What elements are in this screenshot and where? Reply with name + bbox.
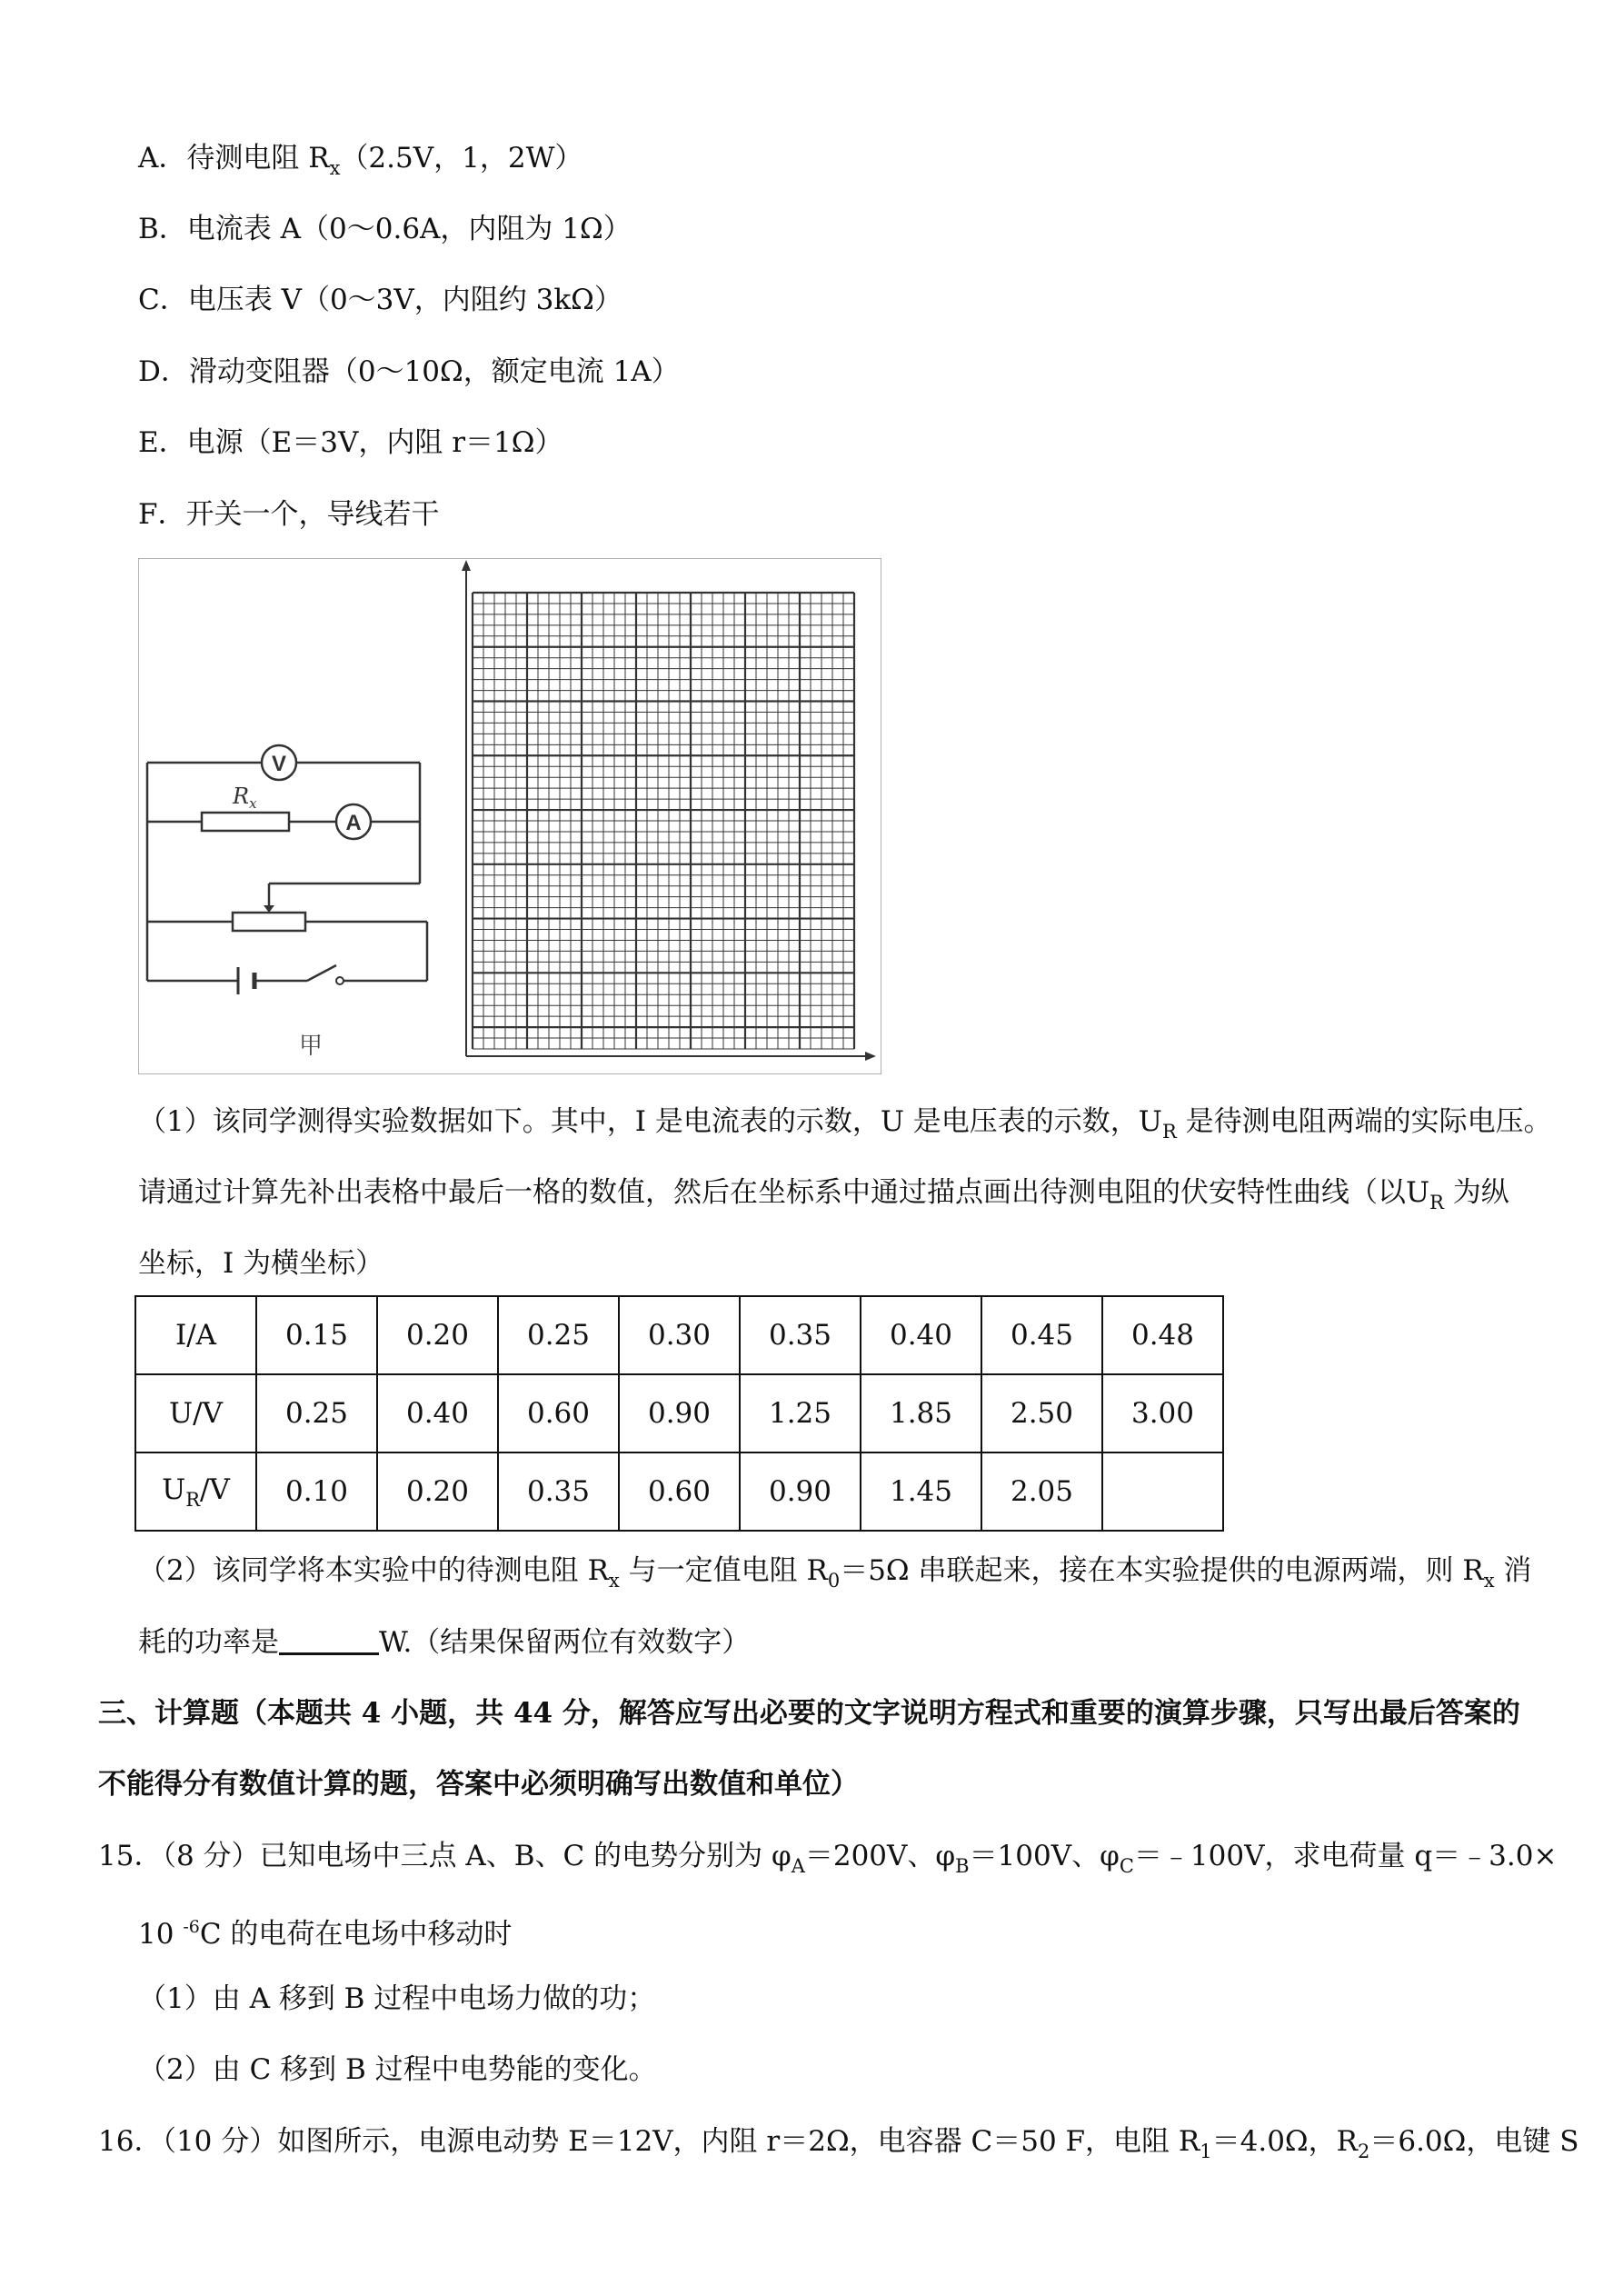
option-a-sub: x	[329, 157, 341, 179]
table-cell: 0.40	[861, 1296, 981, 1374]
q2-text-c: ＝5Ω 串联起来，接在本实验提供的电源两端，则 R	[840, 1554, 1484, 1587]
voltmeter-symbol: V	[271, 752, 287, 776]
option-a-text: A．待测电阻 R	[138, 142, 330, 175]
table-row	[135, 1374, 1223, 1452]
q15-part1	[138, 1981, 655, 2017]
option-f	[138, 496, 440, 533]
table-cell: 0.20	[377, 1452, 498, 1531]
table-cell: 0.25	[498, 1296, 619, 1374]
q1-line1	[138, 1103, 1552, 1150]
table-cell: 0.45	[981, 1296, 1102, 1374]
row-label-ur-main: U	[162, 1472, 186, 1506]
q2-line1	[138, 1552, 1531, 1599]
q2-sub3: x	[1483, 1570, 1495, 1592]
resistor-label: $R_x$	[233, 784, 257, 812]
table-cell: 0.60	[498, 1374, 619, 1452]
q15-line1	[98, 1838, 1557, 1884]
table-cell: 0.90	[740, 1452, 861, 1531]
q1-line2-text-a: 请通过计算先补出表格中最后一格的数值，然后在坐标系中通过描点画出待测电阻的伏安特性曲线（以U	[138, 1176, 1430, 1209]
table-cell: 0.20	[377, 1296, 498, 1374]
row-label-ur-sub: R	[185, 1488, 201, 1511]
row-label-ur-post: /V	[200, 1472, 230, 1506]
q2-text-b: 与一定值电阻 R	[619, 1554, 828, 1587]
q16-text-c: ＝6.0Ω，电键 S	[1369, 2125, 1579, 2158]
q15-part2	[138, 2051, 657, 2088]
table-cell-blank	[1102, 1452, 1223, 1531]
table-cell: 3.00	[1102, 1374, 1223, 1452]
section3-text-2: 不能得分有数值计算的题，答案中必须明确写出数值和单位）	[98, 1768, 859, 1801]
table-cell: 1.25	[740, 1374, 861, 1452]
option-c-text: C．电压表 V（0～3V，内阻约 3kΩ）	[138, 284, 622, 316]
table-cell: 0.30	[619, 1296, 740, 1374]
option-a-post: （2.5V，1，2W）	[340, 142, 583, 175]
option-d	[138, 354, 680, 390]
q1-text-a: （1）该同学测得实验数据如下。其中，I 是电流表的示数，U 是电压表的示数，U	[138, 1105, 1162, 1138]
circuit-label: 甲	[298, 1033, 324, 1060]
q2-line2	[138, 1624, 750, 1661]
section3-heading-line2	[98, 1766, 859, 1802]
q2-line2-text-b: W.（结果保留两位有效数字）	[379, 1626, 751, 1659]
q1-line2	[138, 1174, 1509, 1221]
table-row	[135, 1296, 1223, 1374]
q15-line2	[138, 1909, 512, 1952]
table-cell: 0.40	[377, 1374, 498, 1452]
option-e-text: E．电源（E＝3V，内阻 r＝1Ω）	[138, 426, 563, 459]
q15-part2-text: （2）由 C 移到 B 过程中电势能的变化。	[138, 2053, 657, 2086]
q1-line2-sub: R	[1429, 1192, 1444, 1213]
q15-part1-text: （1）由 A 移到 B 过程中电场力做的功；	[138, 1982, 656, 2015]
table-cell: 0.90	[619, 1374, 740, 1452]
experiment-figure	[138, 558, 881, 1074]
row-label-i: I/A	[135, 1296, 256, 1374]
q15-sub-a: A	[791, 1855, 805, 1877]
q2-text-a: （2）该同学将本实验中的待测电阻 R	[138, 1554, 609, 1587]
q15-text-d: ＝﹣100V，求电荷量 q＝﹣3.0×	[1133, 1840, 1558, 1872]
option-d-text: D．滑动变阻器（0～10Ω，额定电流 1A）	[138, 355, 680, 388]
q2-sub2: 0	[827, 1570, 841, 1592]
option-e	[138, 424, 563, 461]
q16-sub1: 1	[1200, 2141, 1212, 2162]
q16-text-b: ＝4.0Ω，R	[1211, 2125, 1358, 2158]
table-cell: 0.15	[256, 1296, 377, 1374]
table-cell: 1.85	[861, 1374, 981, 1452]
table-cell: 0.10	[256, 1452, 377, 1531]
rheostat	[233, 913, 305, 931]
table-cell: 1.45	[861, 1452, 981, 1531]
q16-sub2: 2	[1357, 2141, 1370, 2162]
table-cell: 0.60	[619, 1452, 740, 1531]
q15-sub-c: C	[1119, 1855, 1134, 1877]
q1-line3-text: 坐标，I 为横坐标）	[138, 1247, 384, 1280]
option-f-text: F．开关一个，导线若干	[138, 498, 440, 531]
resistor-rx	[202, 813, 289, 831]
q15-text-c: ＝100V、φ	[969, 1840, 1120, 1872]
row-label-u: U/V	[135, 1374, 256, 1452]
table-cell: 0.48	[1102, 1296, 1223, 1374]
q16-text-a: 16．（10 分）如图所示，电源电动势 E＝12V，内阻 r＝2Ω，电容器 C＝50 F，电阻 R	[98, 2125, 1200, 2158]
table-cell: 0.35	[740, 1296, 861, 1374]
q15-line2-sup: -6	[183, 1917, 200, 1937]
q15-text-a: 15．（8 分）已知电场中三点 A、B、C 的电势分别为 φ	[98, 1840, 792, 1872]
q1-line2-text-b: 为纵	[1443, 1176, 1509, 1209]
data-table	[134, 1295, 1224, 1532]
q15-line2-a: 10	[138, 1918, 184, 1951]
ammeter-symbol: A	[345, 811, 362, 835]
table-cell: 2.50	[981, 1374, 1102, 1452]
q1-text-b: 是待测电阻两端的实际电压。	[1176, 1105, 1552, 1138]
q2-sub1: x	[608, 1570, 620, 1592]
table-cell: 0.25	[256, 1374, 377, 1452]
q15-sub-b: B	[955, 1855, 970, 1877]
option-a	[138, 140, 582, 186]
table-cell: 0.35	[498, 1452, 619, 1531]
option-b-text: B．电流表 A（0～0.6A，内阻为 1Ω）	[138, 213, 632, 245]
row-label-ur	[135, 1452, 256, 1531]
q1-sub: R	[1161, 1121, 1177, 1143]
q2-text-d: 消	[1494, 1554, 1532, 1587]
table-row	[135, 1452, 1223, 1531]
q1-line3	[138, 1245, 383, 1282]
switch-contact	[336, 977, 344, 984]
option-c	[138, 282, 622, 318]
q15-text-b: ＝200V、φ	[804, 1840, 956, 1872]
option-b	[138, 211, 632, 247]
section3-text-1: 三、计算题（本题共 4 小题，共 44 分，解答应写出必要的文字说明方程式和重要的演算步骤，只写出最后答案的	[98, 1697, 1520, 1730]
answer-blank[interactable]	[279, 1625, 379, 1655]
section3-heading-line1	[98, 1695, 1520, 1732]
q16-line1	[98, 2123, 1578, 2170]
table-cell: 2.05	[981, 1452, 1102, 1531]
q15-line2-b: C 的电荷在电场中移动时	[199, 1918, 513, 1951]
q2-line2-text-a: 耗的功率是	[138, 1626, 279, 1659]
